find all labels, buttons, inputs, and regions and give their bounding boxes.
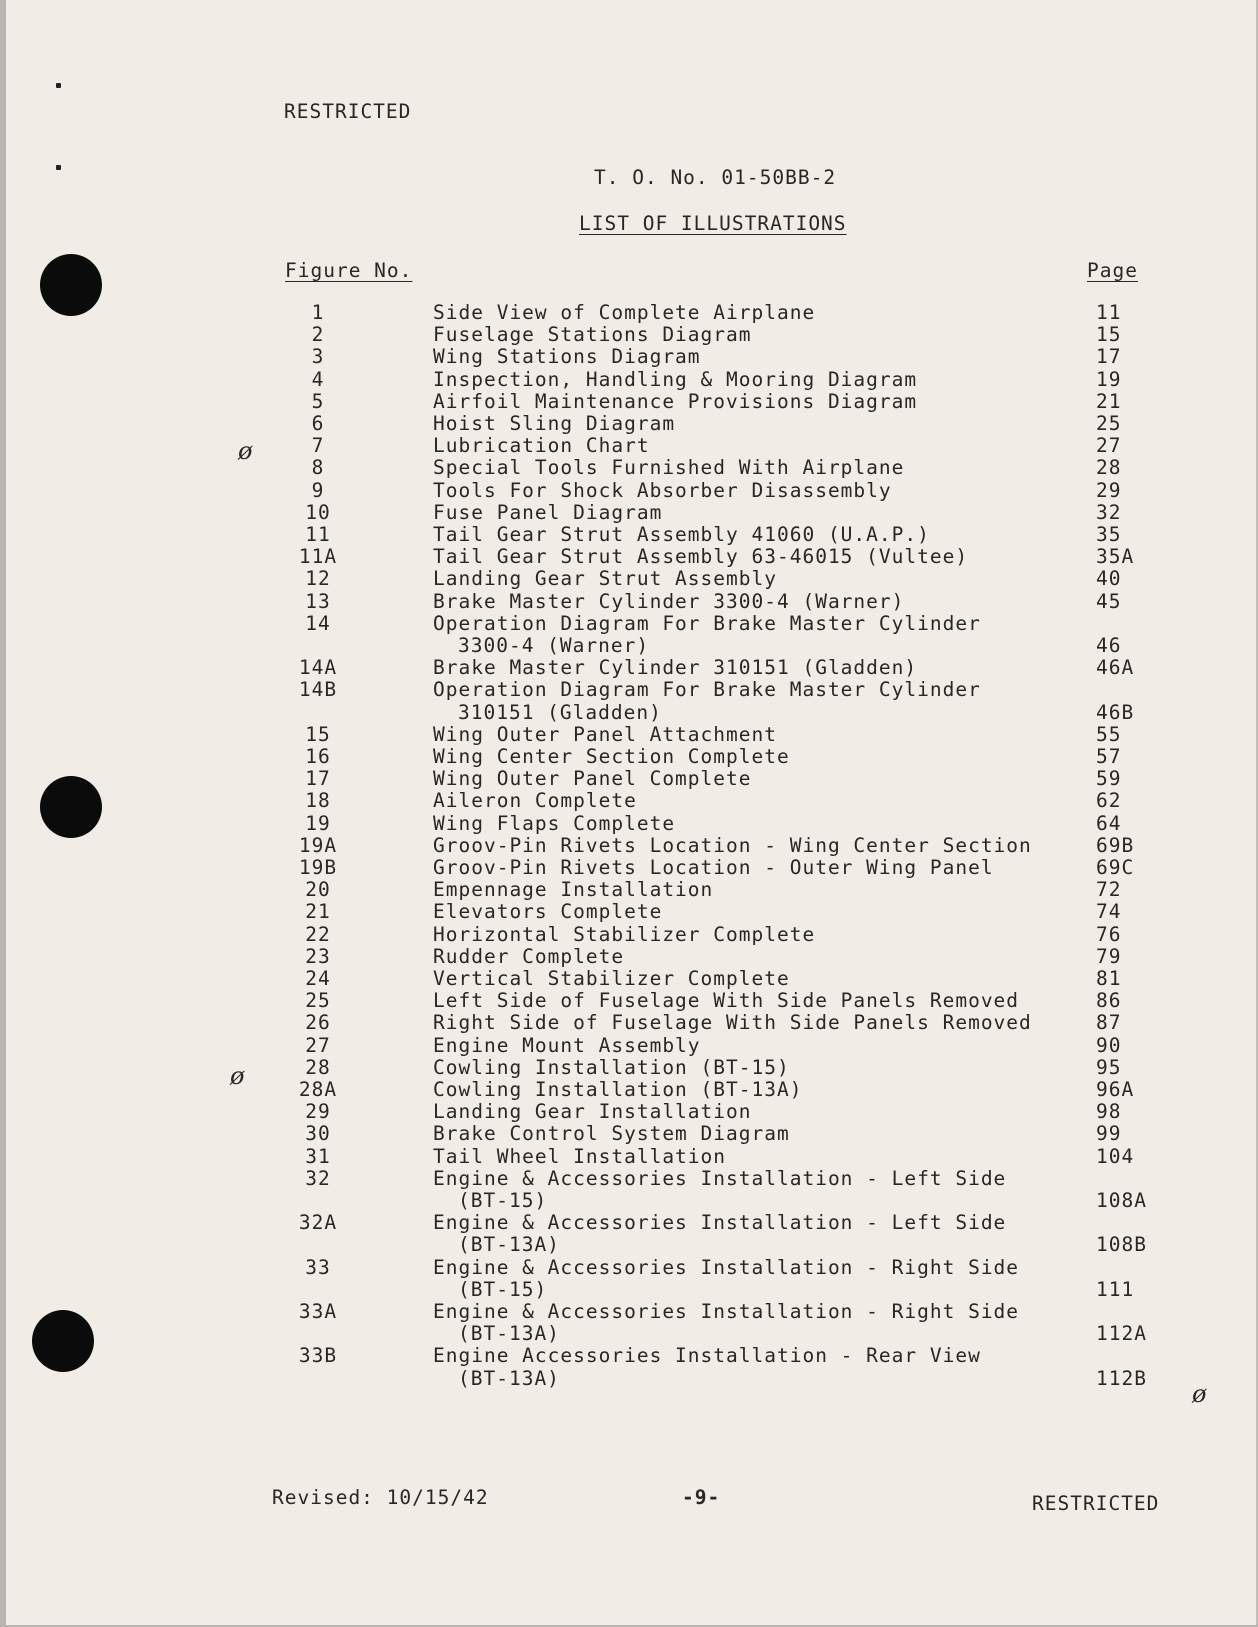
page-ref: 46A xyxy=(1096,656,1135,680)
list-item xyxy=(6,435,1256,457)
figure-number: 13 xyxy=(305,589,331,613)
figure-title: Engine & Accessories Installation - Left Side xyxy=(433,1211,1007,1235)
figure-title: Rudder Complete xyxy=(433,944,625,968)
figure-title: Left Side of Fuselage With Side Panels Removed xyxy=(433,989,1020,1013)
list-item xyxy=(6,1211,1256,1257)
page-ref: 108A xyxy=(1096,1188,1147,1212)
figure-title: Side View of Complete Airplane xyxy=(433,301,816,324)
list-item xyxy=(6,546,1256,568)
figure-number: 10 xyxy=(305,500,331,524)
classification-bottom: RESTRICTED xyxy=(1032,1492,1160,1515)
figure-number: 28A xyxy=(298,1078,338,1101)
list-item xyxy=(6,768,1256,790)
figure-number: 14A xyxy=(298,656,338,680)
figure-title: Brake Master Cylinder 310151 (Gladden) xyxy=(433,656,918,680)
document-page xyxy=(6,0,1257,1625)
list-item xyxy=(6,924,1256,946)
figure-number: 1 xyxy=(311,301,325,324)
list-item xyxy=(6,1123,1256,1145)
figure-title: Wing Flaps Complete xyxy=(433,811,676,835)
list-item xyxy=(6,1079,1256,1101)
figure-title: Groov-Pin Rivets Location - Wing Center Section xyxy=(433,833,1032,857)
page-ref: 90 xyxy=(1096,1033,1122,1057)
figure-title: Cowling Installation (BT-15) xyxy=(433,1055,790,1079)
figure-title: Groov-Pin Rivets Location - Outer Wing Panel xyxy=(433,856,994,879)
page-ref: 28 xyxy=(1096,456,1122,480)
page-ref: 62 xyxy=(1096,789,1122,813)
page-ref: 59 xyxy=(1096,767,1122,791)
figure-title: Landing Gear Strut Assembly xyxy=(433,567,777,591)
page-ref: 45 xyxy=(1096,589,1122,613)
page-ref: 25 xyxy=(1096,412,1122,435)
figure-number: 7 xyxy=(311,434,325,458)
revised-date: Revised: 10/15/42 xyxy=(272,1486,489,1509)
page-ref: 98 xyxy=(1096,1100,1122,1124)
figure-title-continued: (BT-15) xyxy=(458,1277,548,1301)
list-item xyxy=(6,968,1256,990)
page-ref: 74 xyxy=(1096,900,1122,924)
list-item xyxy=(6,369,1256,391)
figure-title: Wing Stations Diagram xyxy=(433,345,701,369)
list-item xyxy=(6,813,1256,835)
figure-number: 14B xyxy=(298,678,338,702)
figure-title: Brake Control System Diagram xyxy=(433,1122,790,1146)
list-item xyxy=(6,1035,1256,1057)
figure-number: 5 xyxy=(311,389,325,413)
page-ref: 95 xyxy=(1096,1055,1122,1079)
figure-title: Airfoil Maintenance Provisions Diagram xyxy=(433,389,918,413)
list-item xyxy=(6,879,1256,901)
list-item xyxy=(6,324,1256,346)
figure-number: 30 xyxy=(305,1122,331,1146)
page-ref: 32 xyxy=(1096,500,1122,524)
page-ref: 55 xyxy=(1096,722,1122,746)
figure-title: Fuse Panel Diagram xyxy=(433,500,663,524)
page-ref: 69C xyxy=(1096,856,1135,879)
figure-title: Inspection, Handling & Mooring Diagram xyxy=(433,367,918,391)
margin-speck xyxy=(56,165,61,170)
figure-title: Tools For Shock Absorber Disassembly xyxy=(433,478,892,502)
list-item xyxy=(6,835,1256,857)
figure-title: Tail Gear Strut Assembly 41060 (U.A.P.) xyxy=(433,523,930,546)
figure-number: 32 xyxy=(305,1166,331,1190)
list-item xyxy=(6,1166,1256,1212)
page-ref: 69B xyxy=(1096,833,1135,857)
figure-title-continued: (BT-15) xyxy=(458,1188,548,1212)
margin-speck xyxy=(56,83,61,88)
figure-title: Lubrication Chart xyxy=(433,434,650,458)
figure-title-continued: (BT-13A) xyxy=(458,1366,560,1390)
figure-title: Hoist Sling Diagram xyxy=(433,412,676,435)
page-ref: 79 xyxy=(1096,944,1122,968)
figure-title: Operation Diagram For Brake Master Cylinder xyxy=(433,611,981,635)
figure-number: 22 xyxy=(305,922,331,946)
figure-title: Wing Outer Panel Attachment xyxy=(433,722,777,746)
page-ref: 112B xyxy=(1096,1366,1147,1390)
list-title: LIST OF ILLUSTRATIONS xyxy=(579,212,847,235)
figure-number: 27 xyxy=(305,1033,331,1057)
figure-title-continued: (BT-13A) xyxy=(458,1233,560,1257)
page-ref: 46B xyxy=(1096,700,1135,724)
figure-number: 9 xyxy=(311,478,325,502)
list-item xyxy=(6,724,1256,746)
list-item xyxy=(6,678,1256,724)
list-item xyxy=(6,1101,1256,1123)
page-ref: 27 xyxy=(1096,434,1122,458)
list-item xyxy=(6,1146,1256,1168)
figure-number: 28 xyxy=(305,1055,331,1079)
list-item xyxy=(6,746,1256,768)
page-ref: 111 xyxy=(1096,1277,1135,1301)
figure-title: Landing Gear Installation xyxy=(433,1100,752,1124)
page-ref: 21 xyxy=(1096,389,1122,413)
figure-title-continued: 310151 (Gladden) xyxy=(458,700,662,724)
list-item xyxy=(6,857,1256,879)
figure-number: 6 xyxy=(311,412,325,435)
figure-title: Operation Diagram For Brake Master Cylinder xyxy=(433,678,981,702)
page-ref: 29 xyxy=(1096,478,1122,502)
list-item xyxy=(6,1057,1256,1079)
figure-number: 33 xyxy=(305,1255,331,1279)
list-item xyxy=(6,901,1256,923)
list-item xyxy=(6,657,1256,679)
to-number: T. O. No. 01-50BB-2 xyxy=(594,166,837,189)
list-item xyxy=(6,302,1256,324)
figure-title: Engine Accessories Installation - Rear View xyxy=(433,1344,981,1368)
figure-number: 4 xyxy=(311,367,325,391)
list-item xyxy=(6,1344,1256,1390)
figure-title: Tail Wheel Installation xyxy=(433,1144,727,1168)
figure-number: 17 xyxy=(305,767,331,791)
figure-number: 33B xyxy=(298,1344,338,1368)
page-ref: 11 xyxy=(1096,301,1122,324)
classification-top: RESTRICTED xyxy=(284,100,412,123)
figure-number: 8 xyxy=(311,456,325,480)
figure-title: Cowling Installation (BT-13A) xyxy=(433,1078,803,1101)
page-ref: 15 xyxy=(1096,323,1122,347)
figure-number: 18 xyxy=(305,789,331,813)
list-item xyxy=(6,524,1256,546)
list-item xyxy=(6,1300,1256,1346)
figure-title: Horizontal Stabilizer Complete xyxy=(433,922,816,946)
figure-column-header: Figure No. xyxy=(285,259,413,282)
page-ref: 112A xyxy=(1096,1322,1147,1346)
figure-title-continued: (BT-13A) xyxy=(458,1322,560,1346)
figure-number: 20 xyxy=(305,878,331,902)
figure-title: Wing Outer Panel Complete xyxy=(433,767,752,791)
list-item xyxy=(6,391,1256,413)
page-ref: 86 xyxy=(1096,989,1122,1013)
page-number: -9- xyxy=(682,1486,721,1509)
page-ref: 108B xyxy=(1096,1233,1147,1257)
figure-title: Elevators Complete xyxy=(433,900,663,924)
page-ref: 99 xyxy=(1096,1122,1122,1146)
figure-number: 25 xyxy=(305,989,331,1013)
list-item xyxy=(6,346,1256,368)
list-item xyxy=(6,1012,1256,1034)
figure-title: Engine Mount Assembly xyxy=(433,1033,701,1057)
page-ref: 17 xyxy=(1096,345,1122,369)
list-item xyxy=(6,413,1256,435)
page-ref: 64 xyxy=(1096,811,1122,835)
figure-number: 19A xyxy=(298,833,338,857)
page-ref: 87 xyxy=(1096,1011,1122,1035)
figure-number: 19 xyxy=(305,811,331,835)
page-ref: 96A xyxy=(1096,1078,1135,1101)
page-ref: 35A xyxy=(1096,545,1135,569)
list-item xyxy=(6,1255,1256,1301)
figure-title: Brake Master Cylinder 3300-4 (Warner) xyxy=(433,589,905,613)
list-item xyxy=(6,502,1256,524)
figure-title-continued: 3300-4 (Warner) xyxy=(458,633,650,657)
list-item xyxy=(6,946,1256,968)
page-ref: 40 xyxy=(1096,567,1122,591)
list-item xyxy=(6,591,1256,613)
page-column-header: Page xyxy=(1087,259,1138,282)
figure-number: 24 xyxy=(305,967,331,990)
list-item xyxy=(6,990,1256,1012)
page-ref: 35 xyxy=(1096,523,1122,546)
list-item xyxy=(6,790,1256,812)
page-ref: 19 xyxy=(1096,367,1122,391)
figure-title: Special Tools Furnished With Airplane xyxy=(433,456,905,480)
figure-number: 31 xyxy=(305,1144,331,1168)
figure-number: 16 xyxy=(305,745,331,768)
figure-number: 15 xyxy=(305,722,331,746)
figure-title: Vertical Stabilizer Complete xyxy=(433,967,790,990)
figure-number: 26 xyxy=(305,1011,331,1035)
figure-number: 3 xyxy=(311,345,325,369)
page-ref: 81 xyxy=(1096,967,1122,990)
figure-title: Right Side of Fuselage With Side Panels Removed xyxy=(433,1011,1032,1035)
list-item xyxy=(6,457,1256,479)
figure-title: Engine & Accessories Installation - Left Side xyxy=(433,1166,1007,1190)
page-ref: 46 xyxy=(1096,633,1122,657)
figure-number: 11A xyxy=(298,545,338,569)
figure-title: Tail Gear Strut Assembly 63-46015 (Vultee) xyxy=(433,545,969,569)
list-item xyxy=(6,611,1256,657)
revision-mark: ø xyxy=(238,437,253,465)
figure-title: Engine & Accessories Installation - Right Side xyxy=(433,1300,1020,1323)
figure-title: Empennage Installation xyxy=(433,878,714,902)
revision-mark: ø xyxy=(1192,1380,1207,1408)
revision-mark: ø xyxy=(230,1062,245,1090)
figure-number: 2 xyxy=(311,323,325,347)
figure-title: Wing Center Section Complete xyxy=(433,745,790,768)
figure-number: 12 xyxy=(305,567,331,591)
figure-number: 19B xyxy=(298,856,338,879)
figure-number: 11 xyxy=(305,523,331,546)
list-item xyxy=(6,568,1256,590)
figure-number: 14 xyxy=(305,611,331,635)
page-ref: 76 xyxy=(1096,922,1122,946)
figure-number: 21 xyxy=(305,900,331,924)
figure-number: 33A xyxy=(298,1300,338,1323)
figure-title: Aileron Complete xyxy=(433,789,637,813)
page-ref: 72 xyxy=(1096,878,1122,902)
page-ref: 57 xyxy=(1096,745,1122,768)
figure-title: Engine & Accessories Installation - Right Side xyxy=(433,1255,1020,1279)
figure-number: 32A xyxy=(298,1211,338,1235)
figure-number: 23 xyxy=(305,944,331,968)
list-item xyxy=(6,480,1256,502)
figure-number: 29 xyxy=(305,1100,331,1124)
page-ref: 104 xyxy=(1096,1144,1135,1168)
figure-title: Fuselage Stations Diagram xyxy=(433,323,752,347)
